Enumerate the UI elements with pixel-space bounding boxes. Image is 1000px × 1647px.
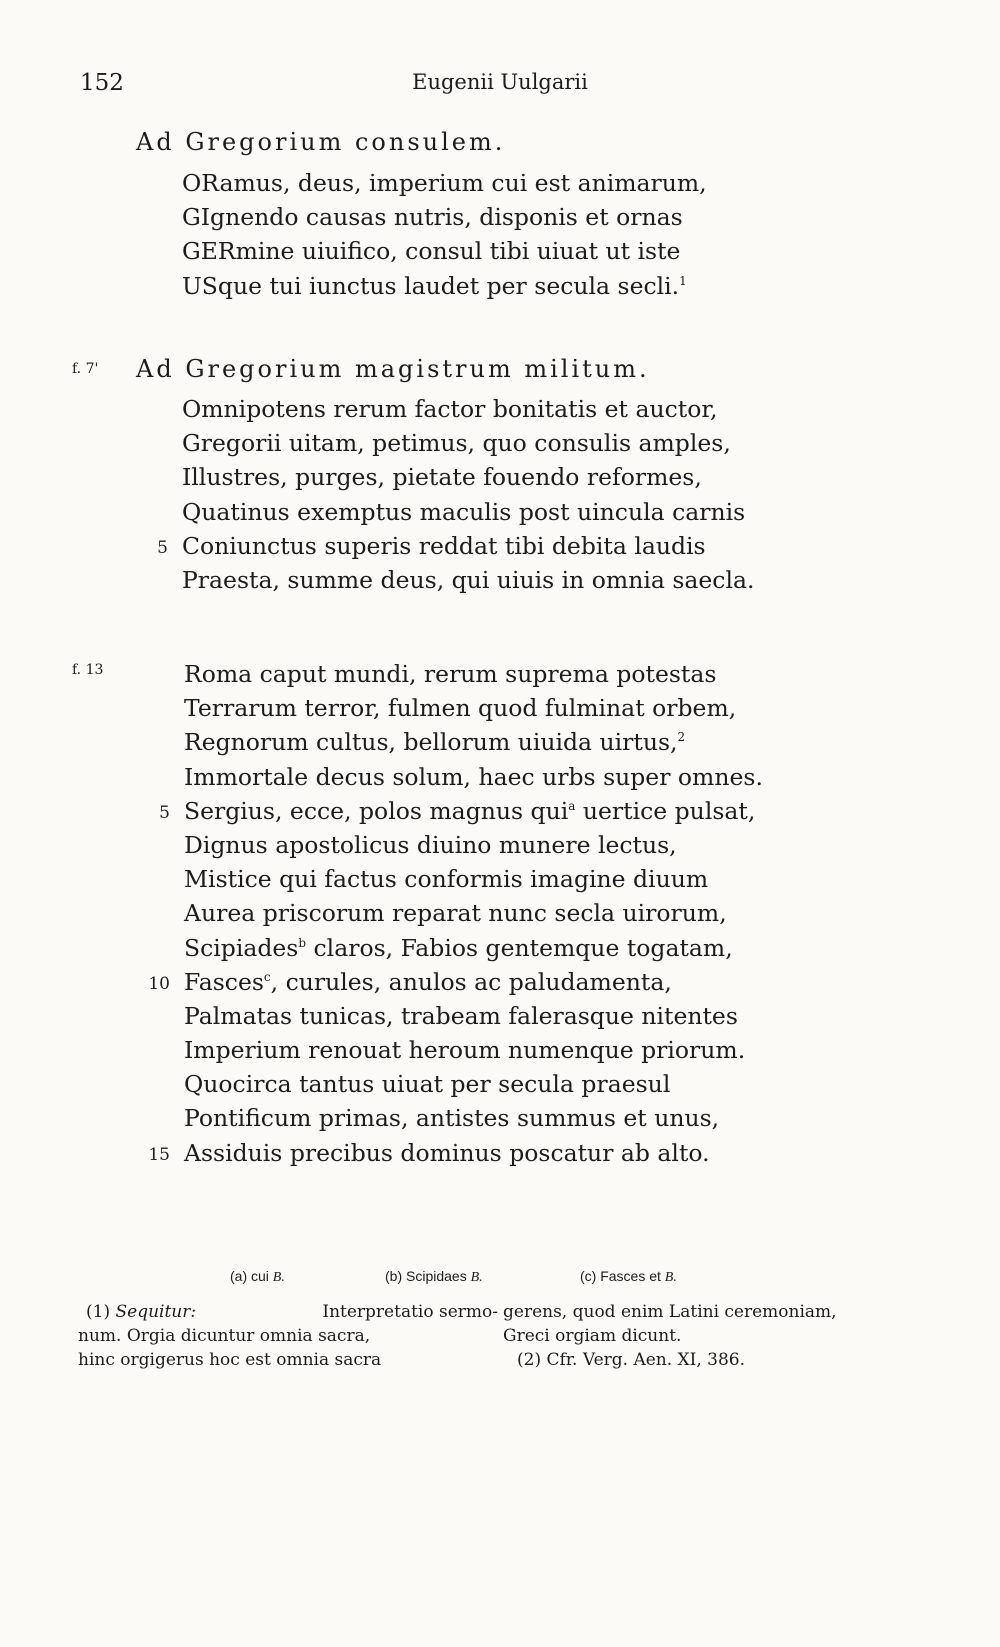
verse-line: Quatinus exemptus maculis post uincula carnis <box>182 497 746 526</box>
verse-line: Quocirca tantus uiuat per secula praesul <box>184 1070 671 1099</box>
footnote-ref: 1 <box>679 273 687 288</box>
footnote-column-left <box>78 1300 498 1372</box>
poem3-verse <box>148 657 763 1170</box>
folio-marker: f. 7' <box>72 361 99 377</box>
variant-a: (a) cui B. <box>230 1268 285 1285</box>
line-number: 5 <box>159 802 170 823</box>
footnote-column-right <box>503 1300 943 1372</box>
verse-line: Pontificum primas, antistes summus et unus, <box>184 1104 720 1133</box>
page-number: 152 <box>80 70 124 96</box>
verse-line: GERmine uiuifico, consul tibi uiuat ut iste <box>182 237 681 266</box>
footnote-ref: 2 <box>677 730 686 745</box>
folio-marker: f. 13 <box>72 662 104 678</box>
footnote-1-line: gerens, quod enim Latini ceremoniam, <box>503 1302 837 1322</box>
verse-line: 10 Fasces$^c$, curules, anulos ac paludamenta, <box>184 965 763 999</box>
verse-line: Mistice qui factus conformis imagine diuum <box>184 865 709 894</box>
verse-line: Dignus apostolicus diuino munere lectus, <box>184 830 677 859</box>
footnote-1-line: (1) Sequitur: Interpretatio sermo- <box>86 1302 498 1322</box>
verse-line: Palmatas tunicas, trabeam falerasque nitentes <box>184 1001 738 1030</box>
verse-line: Omnipotens rerum factor bonitatis et auctor, <box>182 395 718 423</box>
page-header <box>80 70 920 110</box>
verse-line: Aurea priscorum reparat nunc secla uirorum, <box>184 899 727 928</box>
verse-line: 15 Assiduis precibus dominus poscatur ab alto. <box>184 1136 763 1170</box>
line-number: 10 <box>148 973 170 994</box>
verse-line: GIgnendo causas nutris, disponis et ornas <box>182 203 683 232</box>
footnote-1-line: num. Orgia dicuntur omnia sacra, <box>78 1326 371 1346</box>
poem1-title: Ad Gregorium consulem. <box>136 128 506 156</box>
verse-line: Roma caput mundi, rerum suprema potestas <box>184 660 717 688</box>
verse-line: Praesta, summe deus, qui uiuis in omnia saecla. <box>182 565 755 594</box>
verse-line: Illustres, purges, pietate fouendo reformes, <box>182 463 702 492</box>
verse-line: Immortale decus solum, haec urbs super omnes. <box>184 762 763 791</box>
footnote-1-line: Greci orgiam dicunt. <box>503 1326 682 1346</box>
variant-ref: b <box>298 935 307 950</box>
poem1-verse <box>182 166 707 303</box>
variant-ref: a <box>568 798 576 813</box>
verse-line: USque tui iunctus laudet per secula secli.$^1$ <box>182 271 687 300</box>
footnote-1-line: hinc orgigerus hoc est omnia sacra <box>78 1350 382 1370</box>
verse-line: ORamus, deus, imperium cui est animarum, <box>182 169 707 197</box>
verse-line: Terrarum terror, fulmen quod fulminat orbem, <box>184 694 737 723</box>
verse-line: Regnorum cultus, bellorum uiuida uirtus,$^2$ <box>184 728 686 757</box>
verse-line: Gregorii uitam, petimus, quo consulis amples, <box>182 429 731 458</box>
verse-line: Scipiades$^b$ claros, Fabios gentemque togatam, <box>184 933 733 962</box>
verse-line: 5 Sergius, ecce, polos magnus qui$^a$ uertice pulsat, <box>184 794 763 828</box>
footnote-2: (2) Cfr. Verg. Aen. XI, 386. <box>517 1350 746 1370</box>
variant-ref: c <box>263 969 271 984</box>
verse-line: Imperium renouat heroum numenque priorum. <box>184 1036 746 1065</box>
verse-line: 5 Coniunctus superis reddat tibi debita laudis <box>182 529 754 563</box>
poem2-title: Ad Gregorium magistrum militum. <box>136 355 650 383</box>
poem2-verse <box>157 392 755 597</box>
running-title: Eugenii Uulgarii <box>412 70 588 94</box>
variant-b: (b) Scipidaes B. <box>385 1268 483 1285</box>
variant-c: (c) Fasces et B. <box>580 1268 677 1285</box>
line-number: 5 <box>157 537 168 558</box>
line-number: 15 <box>148 1144 170 1165</box>
